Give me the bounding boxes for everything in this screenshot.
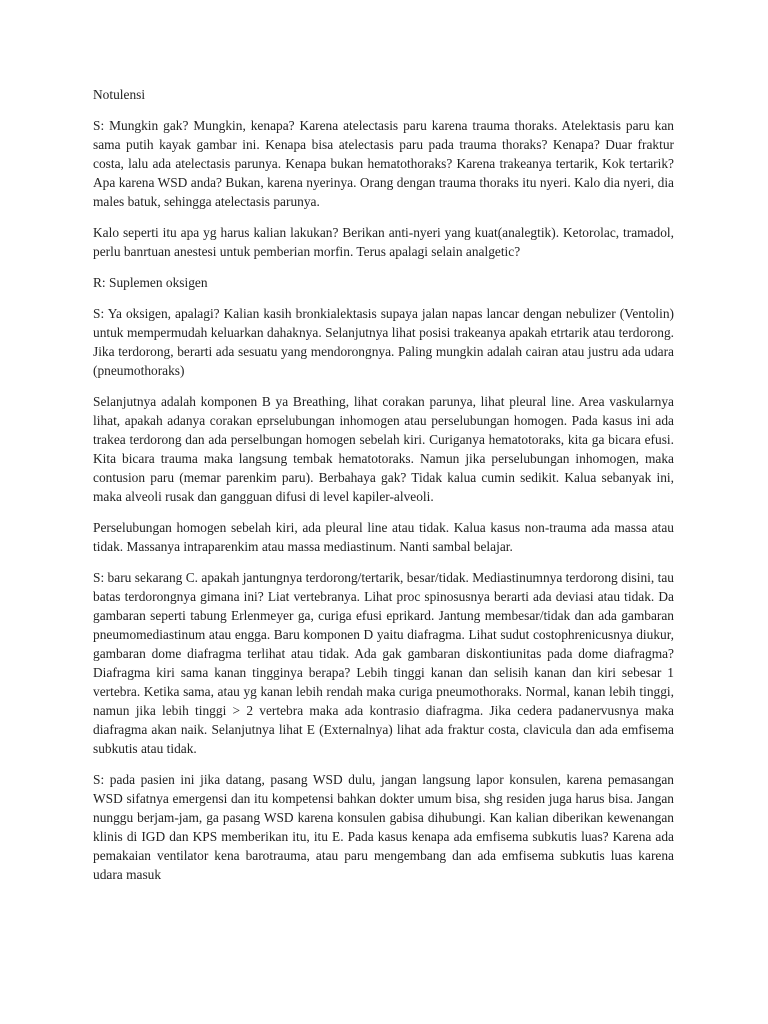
document-title: Notulensi xyxy=(93,87,146,102)
paragraph-oxygen-nebulizer: S: Ya oksigen, apalagi? Kalian kasih bronkialektasis supaya jalan napas lancar dengan nebulizer (Ventolin) untuk mempermudah keluarkan dahaknya. Selanjutnya lihat posisi trakeanya apakah etrtarik atau terdorong. Jika terdorong, berarti ada sesuatu yang mendorongnya. Paling mungkin adalah cairan atau justru ada udara (pneumothoraks) xyxy=(93,306,674,378)
paragraph-wsd-management: S: pada pasien ini jika datang, pasang WSD dulu, jangan langsung lapor konsulen, karena pemasangan WSD sifatnya emergensi dan itu kompetensi bahkan dokter umum bisa, shg residen juga harus bisa. Jangan nunggu berjam-jam, ga pasang WSD karena konsulen gabisa dihubungi. Kan kalian diberikan kewenangan klinis di IGD dan KPS memberikan itu, itu E. Pada kasus kenapa ada emfisema subkutis luas? Karena ada pemakaian ventilator kena barotrauma, atau paru mengembang dan ada emfisema subkutis luas karena udara masuk xyxy=(93,772,674,882)
document-page xyxy=(93,85,674,896)
paragraph-oxygen-response: R: Suplemen oksigen xyxy=(93,275,208,290)
paragraph-circulation-diaphragm: S: baru sekarang C. apakah jantungnya terdorong/tertarik, besar/tidak. Mediastinumnya terdorong disini, tau batas terdorongnya gimana ini? Liat vertebranya. Lihat proc spinosusnya berarti ada deviasi atau tidak. Da gambaran seperti tabung Erlenmeyer ga, curiga efusi eprikard. Jantung membesar/tidak dan ada gambaran pneumomediastinum atau engga. Baru komponen D yaitu diafragma. Lihat sudut costophrenicusnya diukur, gambaran dome diafragma terlihat atau tidak. Ada gak gambaran diskontiunitas pada dome diafragma? Diafragma kiri sama kanan tingginya berapa? Lebih tinggi kanan dan selisih kanan dan kiri sebesar 1 vertebra. Ketika sama, atau yg kanan lebih rendah maka curiga pneumothoraks. Normal, kanan lebih tinggi, namun jika lebih tinggi > 2 vertebra maka ada kontrasio diafragma. Jika cedera padanervusnya maka diafragma akan naik. Selanjutnya lihat E (Externalnya) lihat ada fraktur costa, clavicula dan ada emfisema subkutis atau tidak. xyxy=(93,570,674,756)
paragraph-atelectasis: S: Mungkin gak? Mungkin, kenapa? Karena atelectasis paru karena trauma thoraks. Atelektasis paru kan sama putih kayak gambar ini. Kenapa bisa atelectasis paru pada trauma thoraks? Kenapa? Duar fraktur costa, lalu ada atelectasis parunya. Kenapa bukan hematothoraks? Karena trakeanya tertarik, Kok tertarik? Apa karena WSD anda? Bukan, karena nyerinya. Orang dengan trauma thoraks itu nyeri. Kalo dia nyeri, dia males batuk, sehingga atelectasis parunya. xyxy=(93,118,674,209)
paragraph-analgetic: Kalo seperti itu apa yg harus kalian lakukan? Berikan anti-nyeri yang kuat(analegtik). Ketorolac, tramadol, perlu banrtuan anestesi untuk pemberian morfin. Terus apalagi selain analgetic? xyxy=(93,225,674,259)
paragraph-breathing: Selanjutnya adalah komponen B ya Breathing, lihat corakan parunya, lihat pleural line. Area vaskularnya lihat, apakah adanya corakan eprselubungan inhomogen atau perselubungan homogen. Pada kasus ini ada trakea terdorong dan ada perselbungan homogen sebelah kiri. Curiganya hematotoraks, kita ga bicara efusi. Kita bicara trauma maka langsung tembak hematotoraks. Namun jika perselubungan inhomogen, maka contusion paru (memar parenkim paru). Berbahaya gak? Tidak kalua cumin sedikit. Kalua sebanyak ini, maka alveoli rusak dan gangguan difusi di level kapiler-alveoli. xyxy=(93,394,674,504)
paragraph-homogeneous-opacity: Perselubungan homogen sebelah kiri, ada pleural line atau tidak. Kalua kasus non-trauma ada massa atau tidak. Massanya intraparenkim atau massa mediastinum. Nanti sambal belajar. xyxy=(93,520,674,554)
